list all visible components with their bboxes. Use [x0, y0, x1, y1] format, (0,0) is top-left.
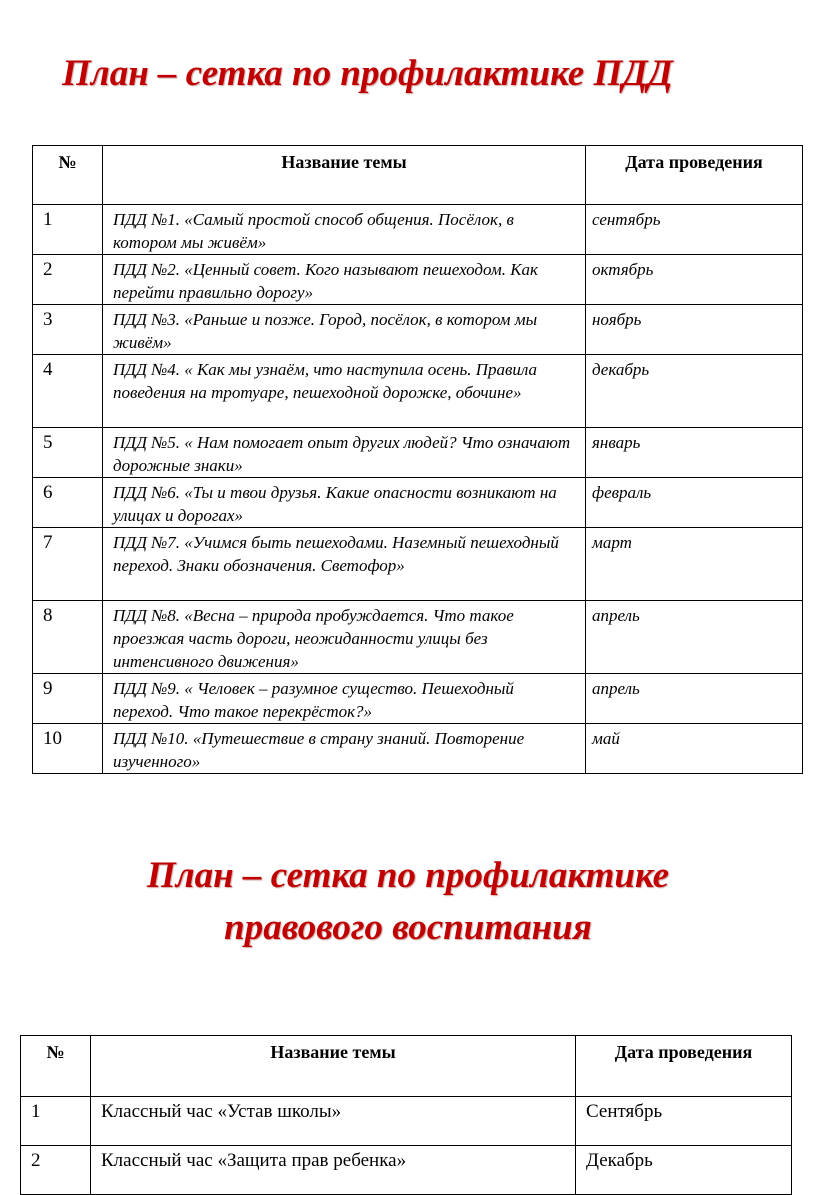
table-header-row — [21, 1036, 792, 1097]
table-row — [33, 528, 803, 601]
row-date: ноябрь — [586, 305, 803, 355]
row-topic: ПДД №9. « Человек – разумное существо. Пешеходный переход. Что такое перекрёсток?» — [103, 674, 586, 724]
row-date: Сентябрь — [576, 1097, 792, 1146]
row-number: 7 — [33, 528, 103, 601]
row-number: 4 — [33, 355, 103, 428]
row-date: сентябрь — [586, 205, 803, 255]
table-row — [33, 205, 803, 255]
table-row — [33, 601, 803, 674]
row-number: 5 — [33, 428, 103, 478]
row-number: 2 — [33, 255, 103, 305]
table-header-row — [33, 146, 803, 205]
header-date: Дата проведения — [586, 146, 803, 205]
row-date: февраль — [586, 478, 803, 528]
legal-education-plan-table — [20, 1035, 792, 1195]
row-number: 3 — [33, 305, 103, 355]
table-row — [33, 355, 803, 428]
traffic-rules-plan-table — [32, 145, 803, 774]
page-title-traffic-rules: План – сетка по профилактике ПДД — [62, 53, 673, 94]
row-number: 1 — [21, 1097, 91, 1146]
row-number: 9 — [33, 674, 103, 724]
table-row — [33, 255, 803, 305]
row-date: январь — [586, 428, 803, 478]
row-date: апрель — [586, 601, 803, 674]
table-row — [33, 428, 803, 478]
table-row — [33, 305, 803, 355]
row-topic: ПДД №8. «Весна – природа пробуждается. Что такое проезжая часть дороги, неожиданности улицы без интенсивного движения» — [103, 601, 586, 674]
table-row — [33, 724, 803, 774]
row-date: март — [586, 528, 803, 601]
row-number: 2 — [21, 1146, 91, 1195]
row-date: апрель — [586, 674, 803, 724]
table-row — [21, 1146, 792, 1195]
row-topic: ПДД №2. «Ценный совет. Кого называют пешеходом. Как перейти правильно дорогу» — [103, 255, 586, 305]
row-number: 10 — [33, 724, 103, 774]
row-date: декабрь — [586, 355, 803, 428]
title-line-2: правового воспитания — [224, 907, 592, 948]
row-date: октябрь — [586, 255, 803, 305]
row-number: 6 — [33, 478, 103, 528]
row-topic: ПДД №4. « Как мы узнаём, что наступила осень. Правила поведения на тротуаре, пешеходной дорожке, обочине» — [103, 355, 586, 428]
row-number: 8 — [33, 601, 103, 674]
row-topic: ПДД №10. «Путешествие в страну знаний. Повторение изученного» — [103, 724, 586, 774]
header-topic: Название темы — [103, 146, 586, 205]
row-topic: ПДД №3. «Раньше и позже. Город, посёлок, в котором мы живём» — [103, 305, 586, 355]
row-number: 1 — [33, 205, 103, 255]
header-topic: Название темы — [91, 1036, 576, 1097]
row-topic: ПДД №5. « Нам помогает опыт других людей? Что означают дорожные знаки» — [103, 428, 586, 478]
header-number: № — [21, 1036, 91, 1097]
row-topic: ПДД №7. «Учимся быть пешеходами. Наземный пешеходный переход. Знаки обозначения. Светофор» — [103, 528, 586, 601]
header-date: Дата проведения — [576, 1036, 792, 1097]
table-row — [33, 478, 803, 528]
row-date: май — [586, 724, 803, 774]
header-number: № — [33, 146, 103, 205]
page-title-legal-education — [0, 850, 816, 954]
table-row — [33, 674, 803, 724]
row-topic: Классный час «Устав школы» — [91, 1097, 576, 1146]
row-topic: Классный час «Защита прав ребенка» — [91, 1146, 576, 1195]
title-line-1: План – сетка по профилактике — [146, 855, 670, 896]
table-row — [21, 1097, 792, 1146]
row-date: Декабрь — [576, 1146, 792, 1195]
row-topic: ПДД №1. «Самый простой способ общения. Посёлок, в котором мы живём» — [103, 205, 586, 255]
row-topic: ПДД №6. «Ты и твои друзья. Какие опасности возникают на улицах и дорогах» — [103, 478, 586, 528]
